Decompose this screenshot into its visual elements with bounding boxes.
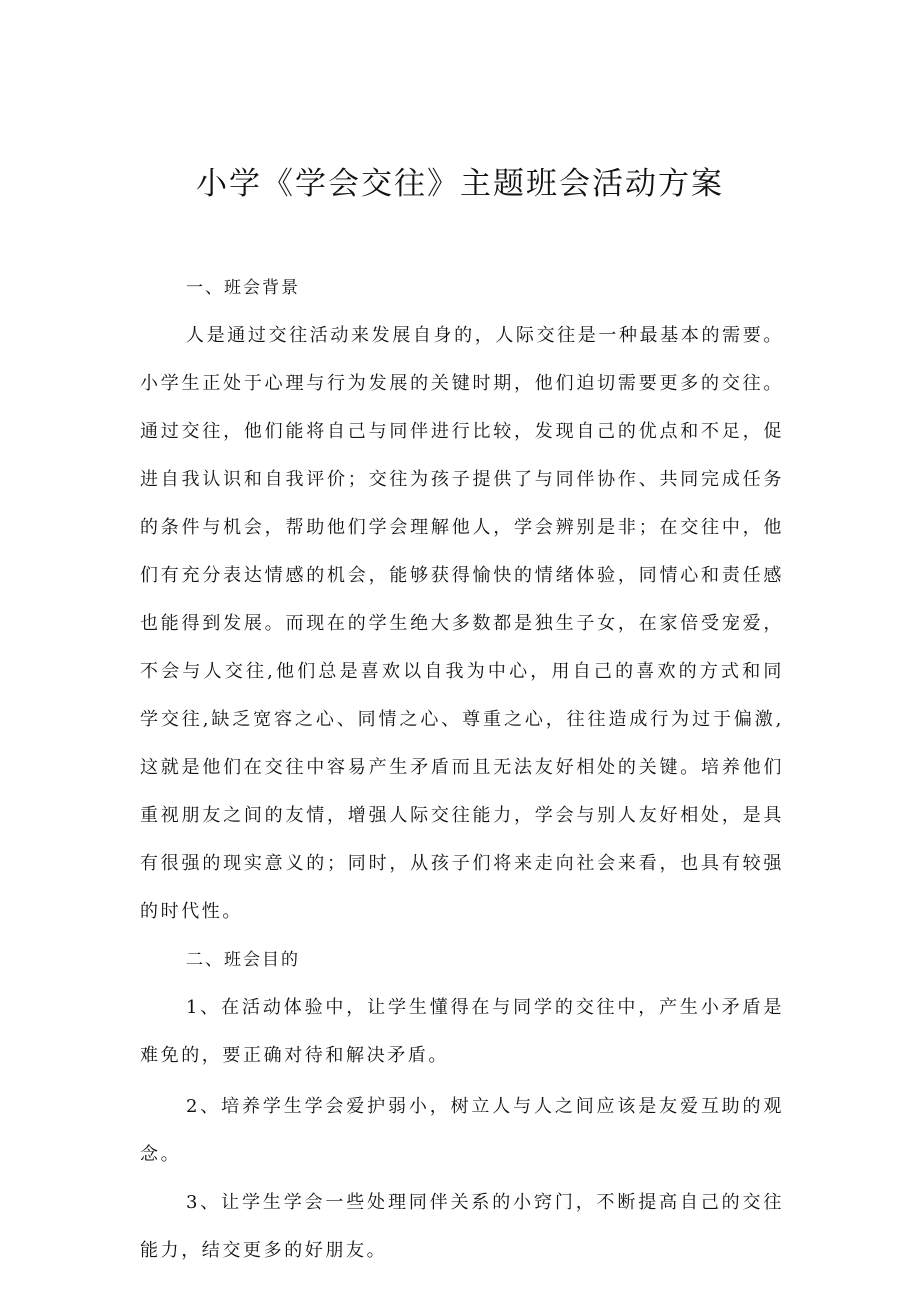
purpose-item-2: 2、培养学生学会爱护弱小，树立人与人之间应该是友爱互助的观念。 bbox=[140, 1096, 784, 1165]
section-heading-purpose: 二、班会目的 bbox=[186, 950, 300, 970]
background-paragraph: 人是通过交往活动来发展自身的，人际交往是一种最基本的需要。小学生正处于心理与行为发展的关键时期，他们迫切需要更多的交往。通过交往，他们能将自己与同伴进行比较，发现自己的优点和不足，促进自我认识和自我评价；交往为孩子提供了与同伴协作、共同完成任务的条件与机会，帮助他们学会理解他人，学会辨别是非；在交往中，他们有充分表达情感的机会，能够获得愉快的情绪体验，同情心和责任感也能得到发展。而现在的学生绝大多数都是独生子女，在家倍受宠爱，不会与人交往,他们总是喜欢以自我为中心，用自己的喜欢的方式和同学交往,缺乏宽容之心、同情之心、尊重之心，往往造成行为过于偏激,这就是他们在交往中容易产生矛盾而且无法友好相处的关键。培养他们重视朋友之间的友情，增强人际交往能力，学会与别人友好相处，是具有很强的现实意义的；同时，从孩子们将来走向社会来看，也具有较强的时代性。 bbox=[140, 325, 784, 922]
purpose-item-1: 1、在活动体验中，让学生懂得在与同学的交往中，产生小矛盾是难免的，要正确对待和解决矛盾。 bbox=[140, 997, 784, 1066]
section-heading-background: 一、班会背景 bbox=[186, 278, 300, 298]
document-body bbox=[140, 264, 784, 1275]
purpose-item-3: 3、让学生学会一些处理同伴关系的小窍门，不断提高自己的交往能力，结交更多的好朋友。 bbox=[140, 1192, 784, 1261]
document-title: 小学《学会交往》主题班会活动方案 bbox=[196, 166, 724, 202]
